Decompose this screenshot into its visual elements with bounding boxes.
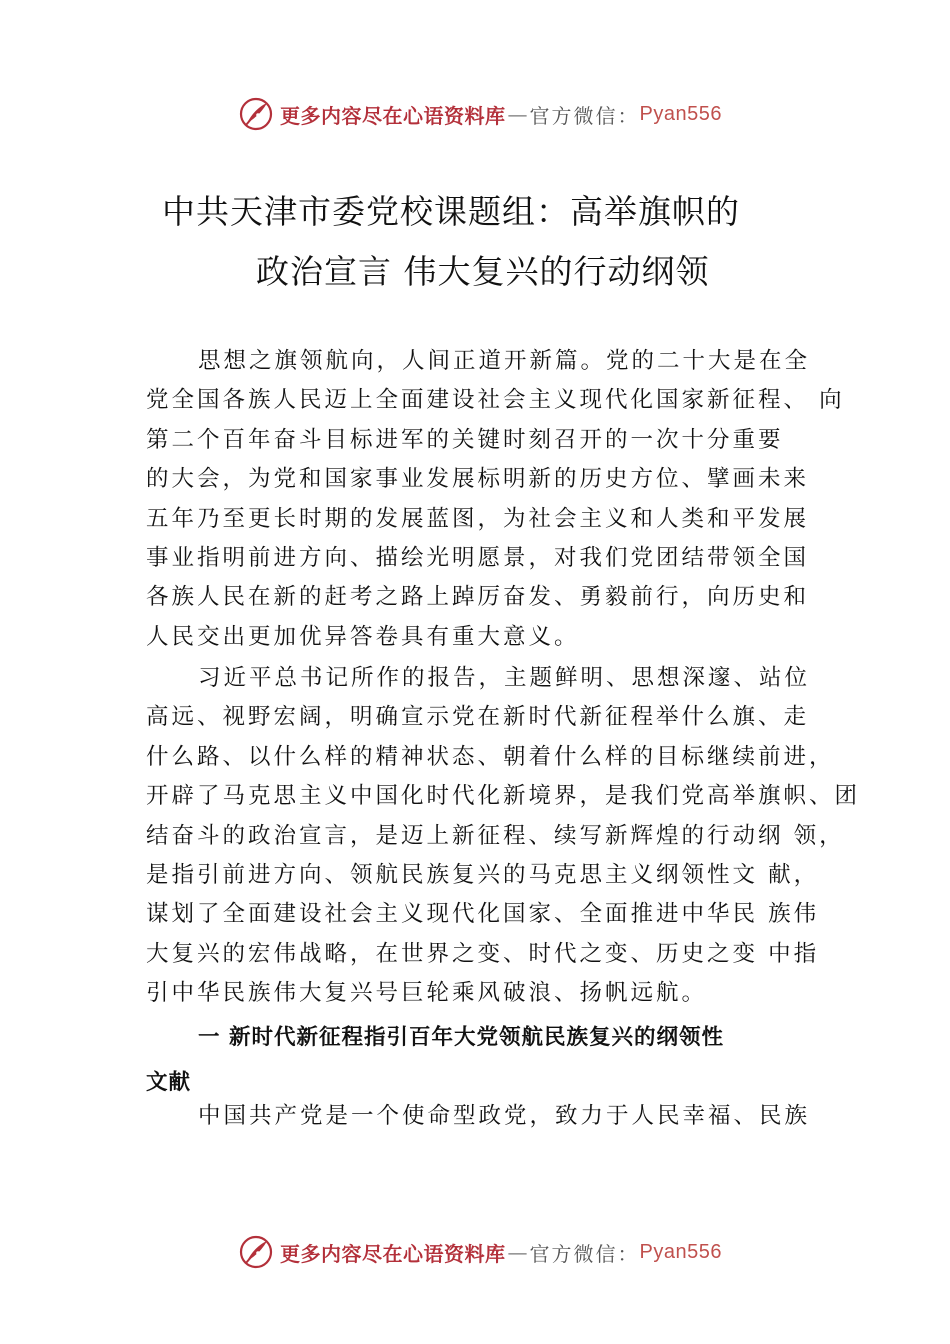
text-line: 中国共产党是一个使命型政党，致力于人民幸福、民族 — [198, 1103, 811, 1129]
text-line: 大复兴的宏伟战略，在世界之变、时代之变、历史之变 中指 — [146, 940, 820, 967]
paragraph-1 — [146, 342, 845, 657]
watermark-wechat-label: 官方微信： — [529, 103, 640, 128]
watermark-banner-top — [238, 92, 722, 136]
text-line: 人民交出更加优异答卷具有重大意义。 — [146, 623, 580, 650]
text-line: 的大会，为党和国家事业发展标明新的历史方位、擘画未来 — [146, 466, 810, 493]
text-line: 高远、视野宏阔，明确宣示党在新时代新征程举什么旗、走 — [146, 704, 810, 731]
text-line: 五年乃至更长时期的发展蓝图，为社会主义和人类和平发展 — [146, 505, 810, 532]
section-heading — [146, 1015, 836, 1105]
text-line: 党全国各族人民迈上全面建设社会主义现代化国家新征程、 向 — [146, 387, 845, 414]
paragraph-2 — [146, 659, 861, 1014]
text-line: 什么路、以什么样的精神状态、朝着什么样的目标继续前进， — [146, 743, 835, 770]
section-heading-line-1: 一 新时代新征程指引百年大党领航民族复兴的纲领性 — [198, 1025, 724, 1050]
watermark-brand: 更多内容尽在心语资料库 — [280, 1241, 506, 1266]
watermark-separator: — — [507, 1240, 528, 1264]
text-line: 结奋斗的政治宣言，是迈上新征程、续写新辉煌的行动纲 领， — [146, 822, 845, 849]
watermark-wechat-label: 官方微信： — [529, 1241, 640, 1266]
watermark-wechat-id: Pyan556 — [639, 102, 722, 125]
text-line: 引中华民族伟大复兴号巨轮乘风破浪、扬帆远航。 — [146, 980, 708, 1007]
text-line: 思想之旗领航向，人间正道开新篇。党的二十大是在全 — [198, 348, 811, 374]
text-line: 各族人民在新的赶考之路上踔厉奋发、勇毅前行，向历史和 — [146, 584, 810, 611]
watermark-banner-bottom — [238, 1230, 722, 1274]
text-line: 事业指明前进方向、描绘光明愿景，对我们党团结带领全国 — [146, 544, 810, 571]
feather-quill-logo-icon — [238, 1234, 274, 1270]
text-line: 谋划了全面建设社会主义现代化国家、全面推进中华民 族伟 — [146, 901, 820, 928]
text-line: 第二个百年奋斗目标进军的关键时刻召开的一次十分重要 — [146, 426, 784, 453]
section-heading-line-2: 文献 — [146, 1070, 192, 1095]
text-line: 是指引前进方向、领航民族复兴的马克思主义纲领性文 献， — [146, 861, 820, 888]
document-title-line-1: 中共天津市委党校课题组：高举旗帜的 — [162, 192, 740, 231]
watermark-separator: — — [507, 102, 528, 126]
text-line: 习近平总书记所作的报告，主题鲜明、思想深邃、站位 — [198, 665, 811, 691]
watermark-wechat-id: Pyan556 — [639, 1240, 722, 1263]
feather-quill-logo-icon — [238, 96, 274, 132]
document-title-line-2: 政治宣言 伟大复兴的行动纲领 — [256, 252, 710, 291]
watermark-brand: 更多内容尽在心语资料库 — [280, 103, 506, 128]
paragraph-3 — [146, 1097, 836, 1136]
text-line: 开辟了马克思主义中国化时代化新境界，是我们党高举旗帜、团 — [146, 783, 861, 810]
